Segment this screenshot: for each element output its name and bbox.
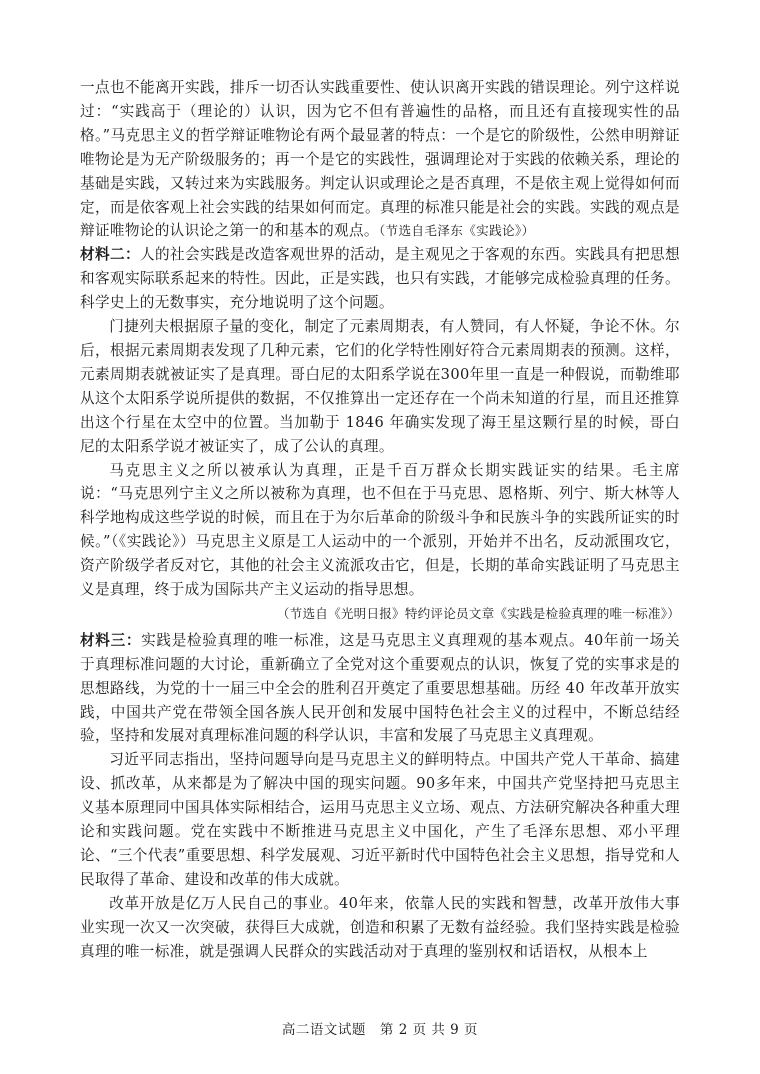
paragraph-text: 实践是检验真理的唯一标准，这是马克思主义真理观的基本观点。40年前一场关于真理标准问题的大讨论，重新确立了全党对这个重要观点的认识，恢复了党的实事求是的思想路线，为党的十一届三中全会的胜利召开奠定了重要思想基础。历经 40 年改革开放实践，中国共产党在带领全国各族人民开创和发展中国特色社会主义的过程中，不断总结经验，坚持和发展对真理标准问题的科学认识，丰富和发展了马克思主义真理观。 [80,631,680,745]
paragraph-reform-opening: 改革开放是亿万人民自己的事业。40年来，依靠人民的实践和智慧，改革开放伟大事业实现一次又一次突破，获得巨大成就，创造和积累了无数有益经验。我们坚持实践是检验真理的唯一标准，就是强调人民群众的实践活动对于真理的鉴别权和话语权，从根本上 [80,894,680,960]
paragraph-material-one-continued [80,76,680,243]
paragraph-periodic-table: 门捷列夫根据原子量的变化，制定了元素周期表，有人赞同，有人怀疑，争论不休。尔后，根据元素周期表发现了几种元素，它们的化学特性刚好符合元素周期表的预测。这样，元素周期表就被证实了是真理。哥白尼的太阳系学说在300年里一直是一种假说，而勒维耶从这个太阳系学说所提供的数据，不仅推算出一定还存在一个尚未知道的行星，而且还推算出这个行星在太空中的位置。当加勒于 1846 年确实发现了海王星这颗行星的时候，哥白尼的太阳系学说才被证实了，成了公认的真理。 [80,318,680,455]
paragraph-material-three-intro [80,629,680,749]
source-citation-material-two: （节选自《光明日报》特约评论员文章《实践是检验真理的唯一标准》） [276,605,680,621]
page-footer: 高二语文试题 第 2 页 共 9 页 [281,1022,479,1038]
paragraph-text: 一点也不能离开实践，排斥一切否认实践重要性、使认识离开实践的错误理论。列宁这样说过：“实践高于（理论的）认识，因为它不但有普遍性的品格，而且还有直接现实性的品格。”马克思主义的哲学辩证唯物论有两个最显著的特点：一个是它的阶级性，公然申明辩证唯物论是为无产阶级服务的；再一个是它的实践性，强调理论对于实践的依赖关系，理论的基础是实践，又转过来为实践服务。判定认识或理论之是否真理，不是依主观上觉得如何而定，而是依客观上社会实践的结果如何而定。真理的标准只能是社会的实践。实践的观点是辩证唯物论的认识论之第一的和基本的观点。 [80,79,680,240]
material-three-label: 材料三： [80,631,142,649]
paragraph-text: 人的社会实践是改造客观世界的活动，是主观见之于客观的东西。实践具有把思想和客观实际联系起来的特性。因此，正是实践，也只有实践，才能够完成检验真理的任务。科学史上的无数事实，充分地说明了这个问题。 [80,246,680,312]
paragraph-material-two-intro [80,243,680,315]
paragraph-marxism-truth: 马克思主义之所以被承认为真理，正是千百万群众长期实践证实的结果。毛主席说：“马克思列宁主义之所以被称为真理，也不但在于马克思、恩格斯、列宁、斯大林等人科学地构成这些学说的时候，而且在于为尔后革命的阶级斗争和民族斗争的实践所证实的时候。”（《实践论》）马克思主义原是工人运动中的一个派别，开始并不出名，反动派围攻它，资产阶级学者反对它，其他的社会主义流派攻击它，但是，长期的革命实践证明了马克思主义是真理，终于成为国际共产主义运动的指导思想。 [80,461,680,599]
material-two-label: 材料二： [80,246,141,264]
source-citation: （节选自毛泽东《实践论》） [378,223,535,239]
document-body [80,76,680,964]
paragraph-problem-orientation: 习近平同志指出，坚持问题导向是马克思主义的鲜明特点。中国共产党人干革命、搞建设、抓改革，从来都是为了解决中国的现实问题。90多年来，中国共产党坚持把马克思主义基本原理同中国具体实际相结合，运用马克思主义立场、观点、方法研究解决各种重大理论和实践问题。党在实践中不断推进马克思主义中国化，产生了毛泽东思想、邓小平理论、“三个代表”重要思想、科学发展观、习近平新时代中国特色社会主义思想，指导党和人民取得了革命、建设和改革的伟大成就。 [80,751,680,888]
